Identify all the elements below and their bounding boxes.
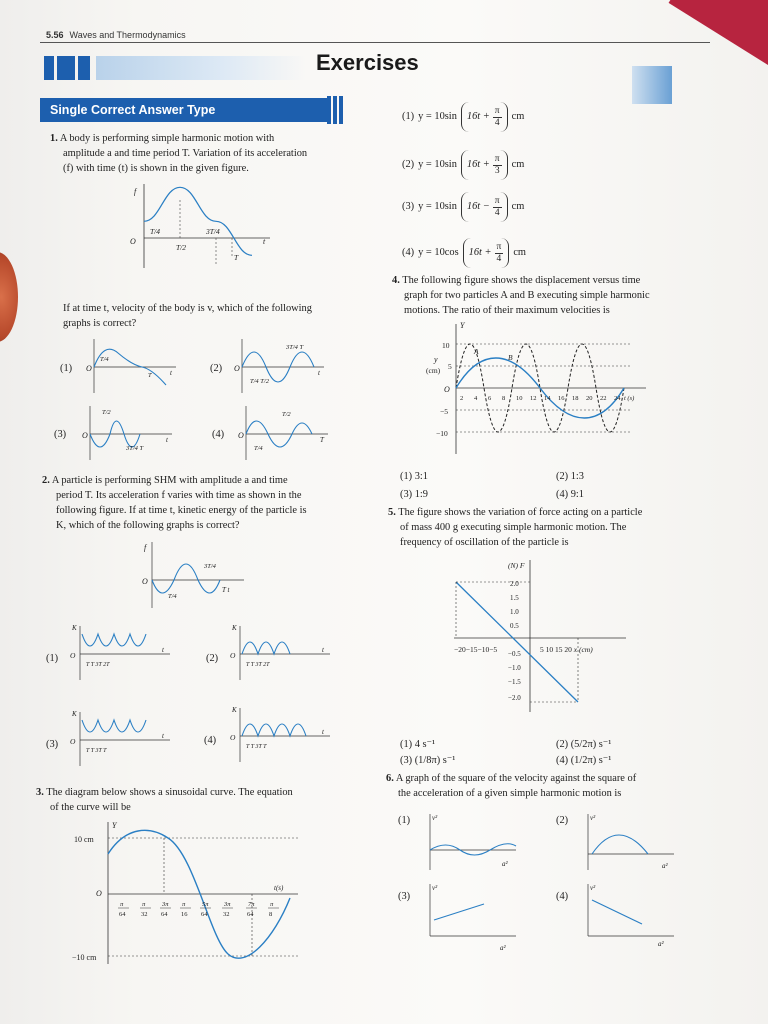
svg-text:T: T [320,436,324,444]
q4-x-tick: 14 [544,395,551,402]
q4-x-tick: 24 [614,395,621,402]
q3-option-1[interactable] [402,100,524,134]
q3-option-argument: 16t + [466,159,490,171]
q6-option-2[interactable]: (2) [556,815,569,826]
svg-text:K: K [232,706,237,714]
svg-text:a²: a² [500,944,506,952]
q2-option-2[interactable]: (2) [206,653,219,664]
q4-x-tick: 4 [474,395,478,402]
q4-x-tick: 12 [530,395,537,402]
q3-option-fraction [493,154,502,177]
q3-tick-den: 16 [181,911,188,918]
svg-text:O: O [238,431,244,440]
svg-text:O: O [230,733,236,742]
q5-y-tick: 0.5 [510,622,519,630]
q3-tick-den: 64 [247,911,254,918]
svg-text:v²: v² [590,814,596,822]
q4-ylabel-unit: (cm) [426,366,441,375]
svg-text:a²: a² [662,862,668,870]
q3-option-number: (4) [402,247,415,259]
q5-option-2[interactable]: (2) (5/2π) s⁻¹ [556,739,612,750]
q4-option-2[interactable]: (2) 1:3 [556,471,584,482]
q6-line1: 6. A graph of the square of the velocity against the square of [386,773,637,784]
q3-option-function: y = 10cos [418,247,459,259]
q3-line1: 3. The diagram below shows a sinusoidal curve. The equation [36,787,293,798]
q2-opt3-graph [66,708,176,768]
q5-x-ticks-neg: −20−15−10−5 [454,645,498,654]
q2-opt2-graph [226,622,336,682]
q4-x-tick: 16 [558,395,565,402]
svg-text:O: O [70,651,76,660]
q4-x-tick: 22 [600,395,607,402]
q6-opt2-graph [578,810,678,874]
q3-t-label: t(s) [274,884,284,892]
svg-text:T/2: T/2 [282,411,291,418]
svg-text:a²: a² [658,940,664,948]
svg-text:K: K [72,624,77,632]
q3-fraction-den: 4 [496,253,502,264]
q3-origin: O [96,889,102,898]
svg-text:O: O [82,431,88,440]
q3-tick-num: π [120,901,124,908]
q1-t34-label: 3T/4 [206,227,220,236]
q4-y5: 5 [448,362,452,371]
q1-option-1[interactable]: (1) [60,363,73,374]
q5-y-tick: −1.0 [508,664,521,672]
q1-t2-label: T/2 [176,243,187,252]
q3-tick-num: π [270,901,274,908]
q4-x-tick: 18 [572,395,579,402]
svg-text:T/4 T/2: T/4 T/2 [250,378,269,385]
q5-option-3[interactable]: (3) (1/8π) s⁻¹ [400,755,456,766]
q1-option-4[interactable]: (4) [212,429,225,440]
svg-text:T t: T t [222,586,230,594]
q2-opt1-graph [66,622,176,682]
svg-text:T T 3T 2T: T T 3T 2T [86,662,110,668]
q3-option-number: (3) [402,201,415,213]
q2-option-3[interactable]: (3) [46,739,59,750]
svg-text:T/4: T/4 [100,356,109,363]
q4-x-tick: 10 [516,395,523,402]
q3-tick-num: π [182,901,186,908]
q3-fraction-den: 4 [494,207,500,218]
q3-option-2[interactable] [402,148,524,182]
q1-line3: (f) with time (t) is shown in the given figure. [63,163,249,174]
svg-text:K: K [72,710,77,718]
q3-option-bracket [461,150,508,180]
q3-bottom-label: −10 cm [72,953,97,962]
q6-opt4-graph [578,880,678,954]
svg-text:t: t [322,646,324,654]
q1-line4: If at time t, velocity of the body is v, which of the following [63,303,312,314]
q3-option-bracket [461,192,508,222]
q3-option-unit: cm [511,201,525,213]
svg-text:O: O [142,577,148,586]
q3-y-label: Y [112,821,117,830]
q5-option-1[interactable]: (1) 4 s⁻¹ [400,739,436,750]
q1-acceleration-figure [120,180,280,270]
q3-top-label: 10 cm [74,835,94,844]
q3-tick-den: 64 [161,911,168,918]
svg-text:T T 3T T: T T 3T T [86,748,107,754]
svg-text:O: O [234,364,240,373]
q5-y-tick: −0.5 [508,650,521,658]
q3-option-argument: 16t + [468,247,492,259]
svg-text:v²: v² [432,884,438,892]
q4-line2: graph for two particles A and B executing simple harmonic [404,290,650,301]
svg-text:t: t [318,369,320,377]
q3-option-number: (1) [402,111,415,123]
q6-option-1[interactable]: (1) [398,815,411,826]
section-bars-decoration [327,96,351,124]
q3-option-function: y = 10sin [418,201,457,213]
svg-text:3T/4: 3T/4 [204,563,216,570]
svg-text:T: T [148,372,152,379]
q3-tick-den: 8 [269,911,273,918]
q3-fraction-num: π [494,153,500,164]
q3-option-bracket [463,238,510,268]
q5-x-ticks-pos: 5 10 15 20 x (cm) [540,645,593,654]
q4-x-tick: 2 [460,395,464,402]
q1-t4-label: T/4 [150,227,161,236]
q3-option-unit: cm [511,111,525,123]
q4-y10: 10 [442,341,450,350]
q2-line3: following figure. If at time t, kinetic energy of the particle is [56,505,307,516]
section-banner: Single Correct Answer Type [40,98,330,122]
page-number: 5.56 [46,30,64,40]
title-band-decoration [96,56,306,80]
header-rule [40,42,710,43]
svg-text:O: O [70,737,76,746]
q1-opt1-graph [80,335,180,395]
q4-ym10: −10 [436,429,448,438]
q3-fraction-den: 4 [494,117,500,128]
page-title: Exercises [316,50,419,75]
q3-tick-num: 7π [248,901,255,908]
q5-y-tick: −1.5 [508,678,521,686]
finger-shadow [0,252,18,342]
q1-line5: graphs is correct? [63,318,137,329]
q1-opt2-graph [228,335,328,395]
q5-force-figure [450,556,630,716]
q5-option-4[interactable]: (4) (1/2π) s⁻¹ [556,755,612,766]
q3-option-3[interactable] [402,190,524,224]
running-header [46,30,186,40]
svg-text:T T 3T T: T T 3T T [246,744,267,750]
q5-y-tick: 1.0 [510,608,519,616]
svg-text:T/2: T/2 [102,409,111,416]
q2-opt4-graph [226,704,336,764]
q3-tick-labels [118,901,279,918]
q3-tick-num: 3π [162,901,169,908]
q3-option-argument: 16t + [466,111,490,123]
q5-y-tick: −2.0 [508,694,521,702]
svg-text:t: t [322,728,324,736]
q4-option-1[interactable]: (1) 3:1 [400,471,428,482]
svg-text:O: O [86,364,92,373]
q2-option-4[interactable]: (4) [204,735,217,746]
q3-option-number: (2) [402,159,415,171]
svg-text:3T/4 T: 3T/4 T [126,445,144,452]
page-corner-decoration [669,0,768,66]
q3-fraction-num: π [494,105,500,116]
q1-opt4-graph [232,402,332,462]
q3-sinusoid-figure [64,818,304,968]
q3-option-function: y = 10sin [418,159,457,171]
q3-tick-den: 32 [141,911,148,918]
svg-text:K: K [232,624,237,632]
q4-origin: O [444,385,450,394]
q3-tick-num: π [142,901,146,908]
svg-text:v²: v² [590,884,596,892]
q1-tT-label: T [234,253,239,262]
q6-line2: the acceleration of a given simple harmonic motion is [398,788,622,799]
svg-text:t: t [162,646,164,654]
q2-option-1[interactable]: (1) [46,653,59,664]
q4-ylabel: y [434,355,438,364]
q2-line4: K, which of the following graphs is correct? [56,520,240,531]
q3-fraction-num: π [496,241,502,252]
q4-line3: motions. The ratio of their maximum velocities is [404,305,610,316]
q4-ym5: −5 [440,407,448,416]
svg-text:O: O [230,651,236,660]
title-bars-decoration [44,56,94,80]
q5-line1: 5. The figure shows the variation of force acting on a particle [388,507,643,518]
svg-text:T/4: T/4 [254,445,263,452]
q1-f-label: f [134,187,137,196]
q5-line3: frequency of oscillation of the particle is [400,537,569,548]
q5-line2: of mass 400 g executing simple harmonic motion. The [400,522,627,533]
q3-option-bracket [461,102,508,132]
q1-option-3[interactable]: (3) [54,429,67,440]
q3-tick-num: 5π [202,901,209,908]
q1-t-label: t [263,237,266,246]
q1-line2: amplitude a and time period T. Variation of its acceleration [63,148,308,159]
q1-line1: 1. A body is performing simple harmonic motion with [50,133,275,144]
q6-option-4[interactable]: (4) [556,891,569,902]
q5-y-tick: 1.5 [510,594,519,602]
q2-line2: period T. Its acceleration f varies with time as shown in the [56,490,302,501]
svg-text:t: t [170,369,172,377]
q3-tick-num: 3π [224,901,231,908]
q1-option-2[interactable]: (2) [210,363,223,374]
q6-option-3[interactable]: (3) [398,891,411,902]
q3-option-argument: 16t − [466,201,490,213]
q3-option-unit: cm [511,159,525,171]
q4-label-a: A [474,347,479,356]
q3-option-fraction [493,196,502,219]
right-bars-decoration [632,66,672,104]
q3-option-unit: cm [513,247,527,259]
q2-line1: 2. A particle is performing SHM with amplitude a and time [42,475,288,486]
q1-opt3-graph [76,402,176,462]
q4-line1: 4. The following figure shows the displacement versus time [392,275,641,286]
q1-origin: O [130,237,136,246]
q4-t-label: t (s) [624,395,635,402]
q4-y-axis-label: Y [460,321,465,330]
q4-x-tick: 20 [586,395,593,402]
q3-tick-den: 64 [119,911,126,918]
q5-y-tick: 2.0 [510,580,519,588]
q4-option-4[interactable]: (4) 9:1 [556,489,584,500]
q3-fraction-den: 3 [494,165,500,176]
q3-line2: of the curve will be [50,802,131,813]
q4-displacement-figure [400,318,650,458]
q5-y-ticks [508,580,521,702]
svg-text:t: t [166,436,168,444]
svg-text:t: t [162,732,164,740]
q3-fraction-num: π [494,195,500,206]
q4-x-tick: 6 [488,395,492,402]
book-title: Waves and Thermodynamics [69,30,186,40]
q3-tick-den: 32 [223,911,230,918]
svg-text:a²: a² [502,860,508,868]
q6-opt1-graph [420,810,520,874]
q4-x-tick: 8 [502,395,506,402]
q4-label-b: B [508,353,513,362]
q3-option-fraction [495,242,504,265]
q3-option-function: y = 10sin [418,111,457,123]
svg-text:f: f [144,543,147,552]
q3-option-4[interactable] [402,236,526,270]
svg-text:v²: v² [432,814,438,822]
q4-option-3[interactable]: (3) 1:9 [400,489,428,500]
svg-text:T/4: T/4 [168,593,177,600]
svg-text:3T/4 T: 3T/4 T [286,344,304,351]
q3-tick-den: 64 [201,911,208,918]
q2-acceleration-figure [138,540,248,610]
svg-text:T T 3T 2T: T T 3T 2T [246,662,270,668]
q3-option-fraction [493,106,502,129]
q5-f-label: (N) F [508,561,525,570]
q6-opt3-graph [420,880,520,954]
